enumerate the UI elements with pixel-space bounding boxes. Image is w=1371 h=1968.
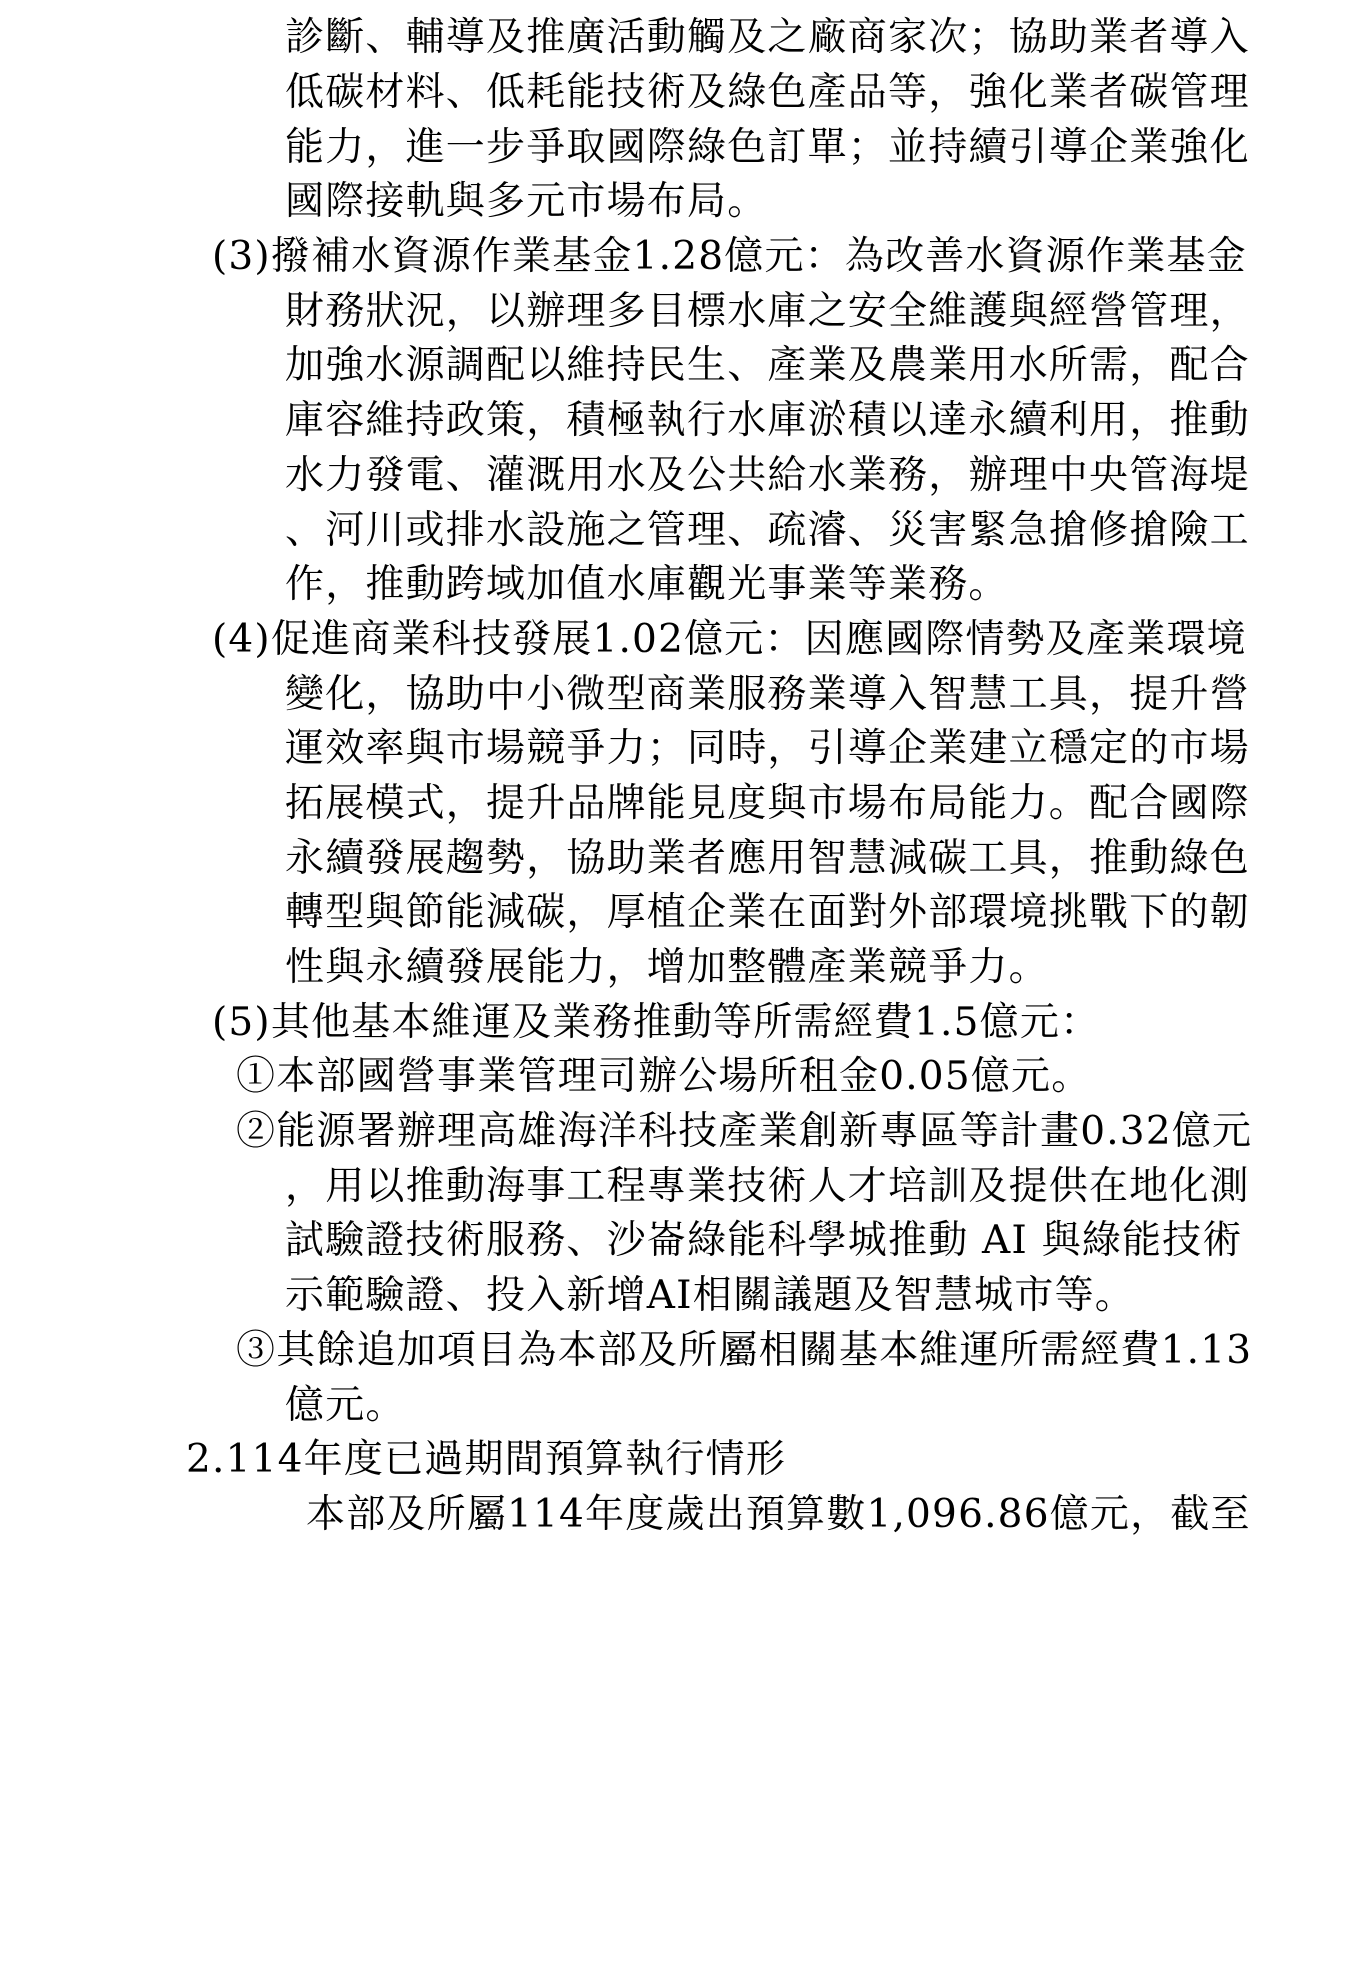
text-line: 低碳材料、低耗能技術及綠色產品等，強化業者碳管理	[285, 70, 1250, 115]
item-5-heading: (5)其他基本維運及業務推動等所需經費1.5億元：	[212, 1000, 1101, 1045]
text-line: 能力，進一步爭取國際綠色訂單；並持續引導企業強化	[285, 125, 1250, 170]
text-line: 億元。	[285, 1383, 406, 1428]
text-line: 拓展模式，提升品牌能見度與市場布局能力。配合國際	[285, 781, 1250, 826]
text-line: 加強水源調配以維持民生、產業及農業用水所需，配合	[285, 343, 1250, 388]
text-line: 診斷、輔導及推廣活動觸及之廠商家次；協助業者導入	[285, 15, 1250, 60]
text-line: 庫容維持政策，積極執行水庫淤積以達永續利用，推動	[285, 398, 1250, 443]
text-line: 、河川或排水設施之管理、疏濬、災害緊急搶修搶險工	[285, 508, 1250, 553]
text-line: 性與永續發展能力，增加整體產業競爭力。	[285, 945, 1049, 990]
section-heading: 2.114年度已過期間預算執行情形	[186, 1437, 787, 1482]
subitem-3: ③其餘追加項目為本部及所屬相關基本維運所需經費1.13	[236, 1328, 1253, 1373]
item-3-heading: (3)撥補水資源作業基金1.28億元：為改善水資源作業基金	[212, 234, 1247, 279]
paragraph-start: 本部及所屬114年度歲出預算數1,096.86億元，截至	[306, 1492, 1251, 1537]
text-line: 示範驗證、投入新增AI相關議題及智慧城市等。	[285, 1273, 1135, 1318]
text-line: 試驗證技術服務、沙崙綠能科學城推動 AI 與綠能技術	[285, 1218, 1243, 1263]
text-line: 水力發電、灌溉用水及公共給水業務，辦理中央管海堤	[285, 453, 1250, 498]
text-line: 運效率與市場競爭力；同時，引導企業建立穩定的市場	[285, 726, 1250, 771]
text-line: 財務狀況，以辦理多目標水庫之安全維護與經營管理，	[285, 289, 1250, 334]
item-4-heading: (4)促進商業科技發展1.02億元：因應國際情勢及產業環境	[212, 617, 1247, 662]
text-line: 國際接軌與多元市場布局。	[285, 179, 768, 224]
text-line: 永續發展趨勢，協助業者應用智慧減碳工具，推動綠色	[285, 836, 1250, 881]
subitem-2: ②能源署辦理高雄海洋科技產業創新專區等計畫0.32億元	[236, 1109, 1253, 1154]
text-line: 變化，協助中小微型商業服務業導入智慧工具，提升營	[285, 672, 1250, 717]
text-line: 轉型與節能減碳，厚植企業在面對外部環境挑戰下的韌	[285, 890, 1250, 935]
text-line: 作，推動跨域加值水庫觀光事業等業務。	[285, 562, 1009, 607]
subitem-1: ①本部國營事業管理司辦公場所租金0.05億元。	[236, 1054, 1092, 1099]
text-line: ，用以推動海事工程專業技術人才培訓及提供在地化測	[285, 1164, 1250, 1209]
